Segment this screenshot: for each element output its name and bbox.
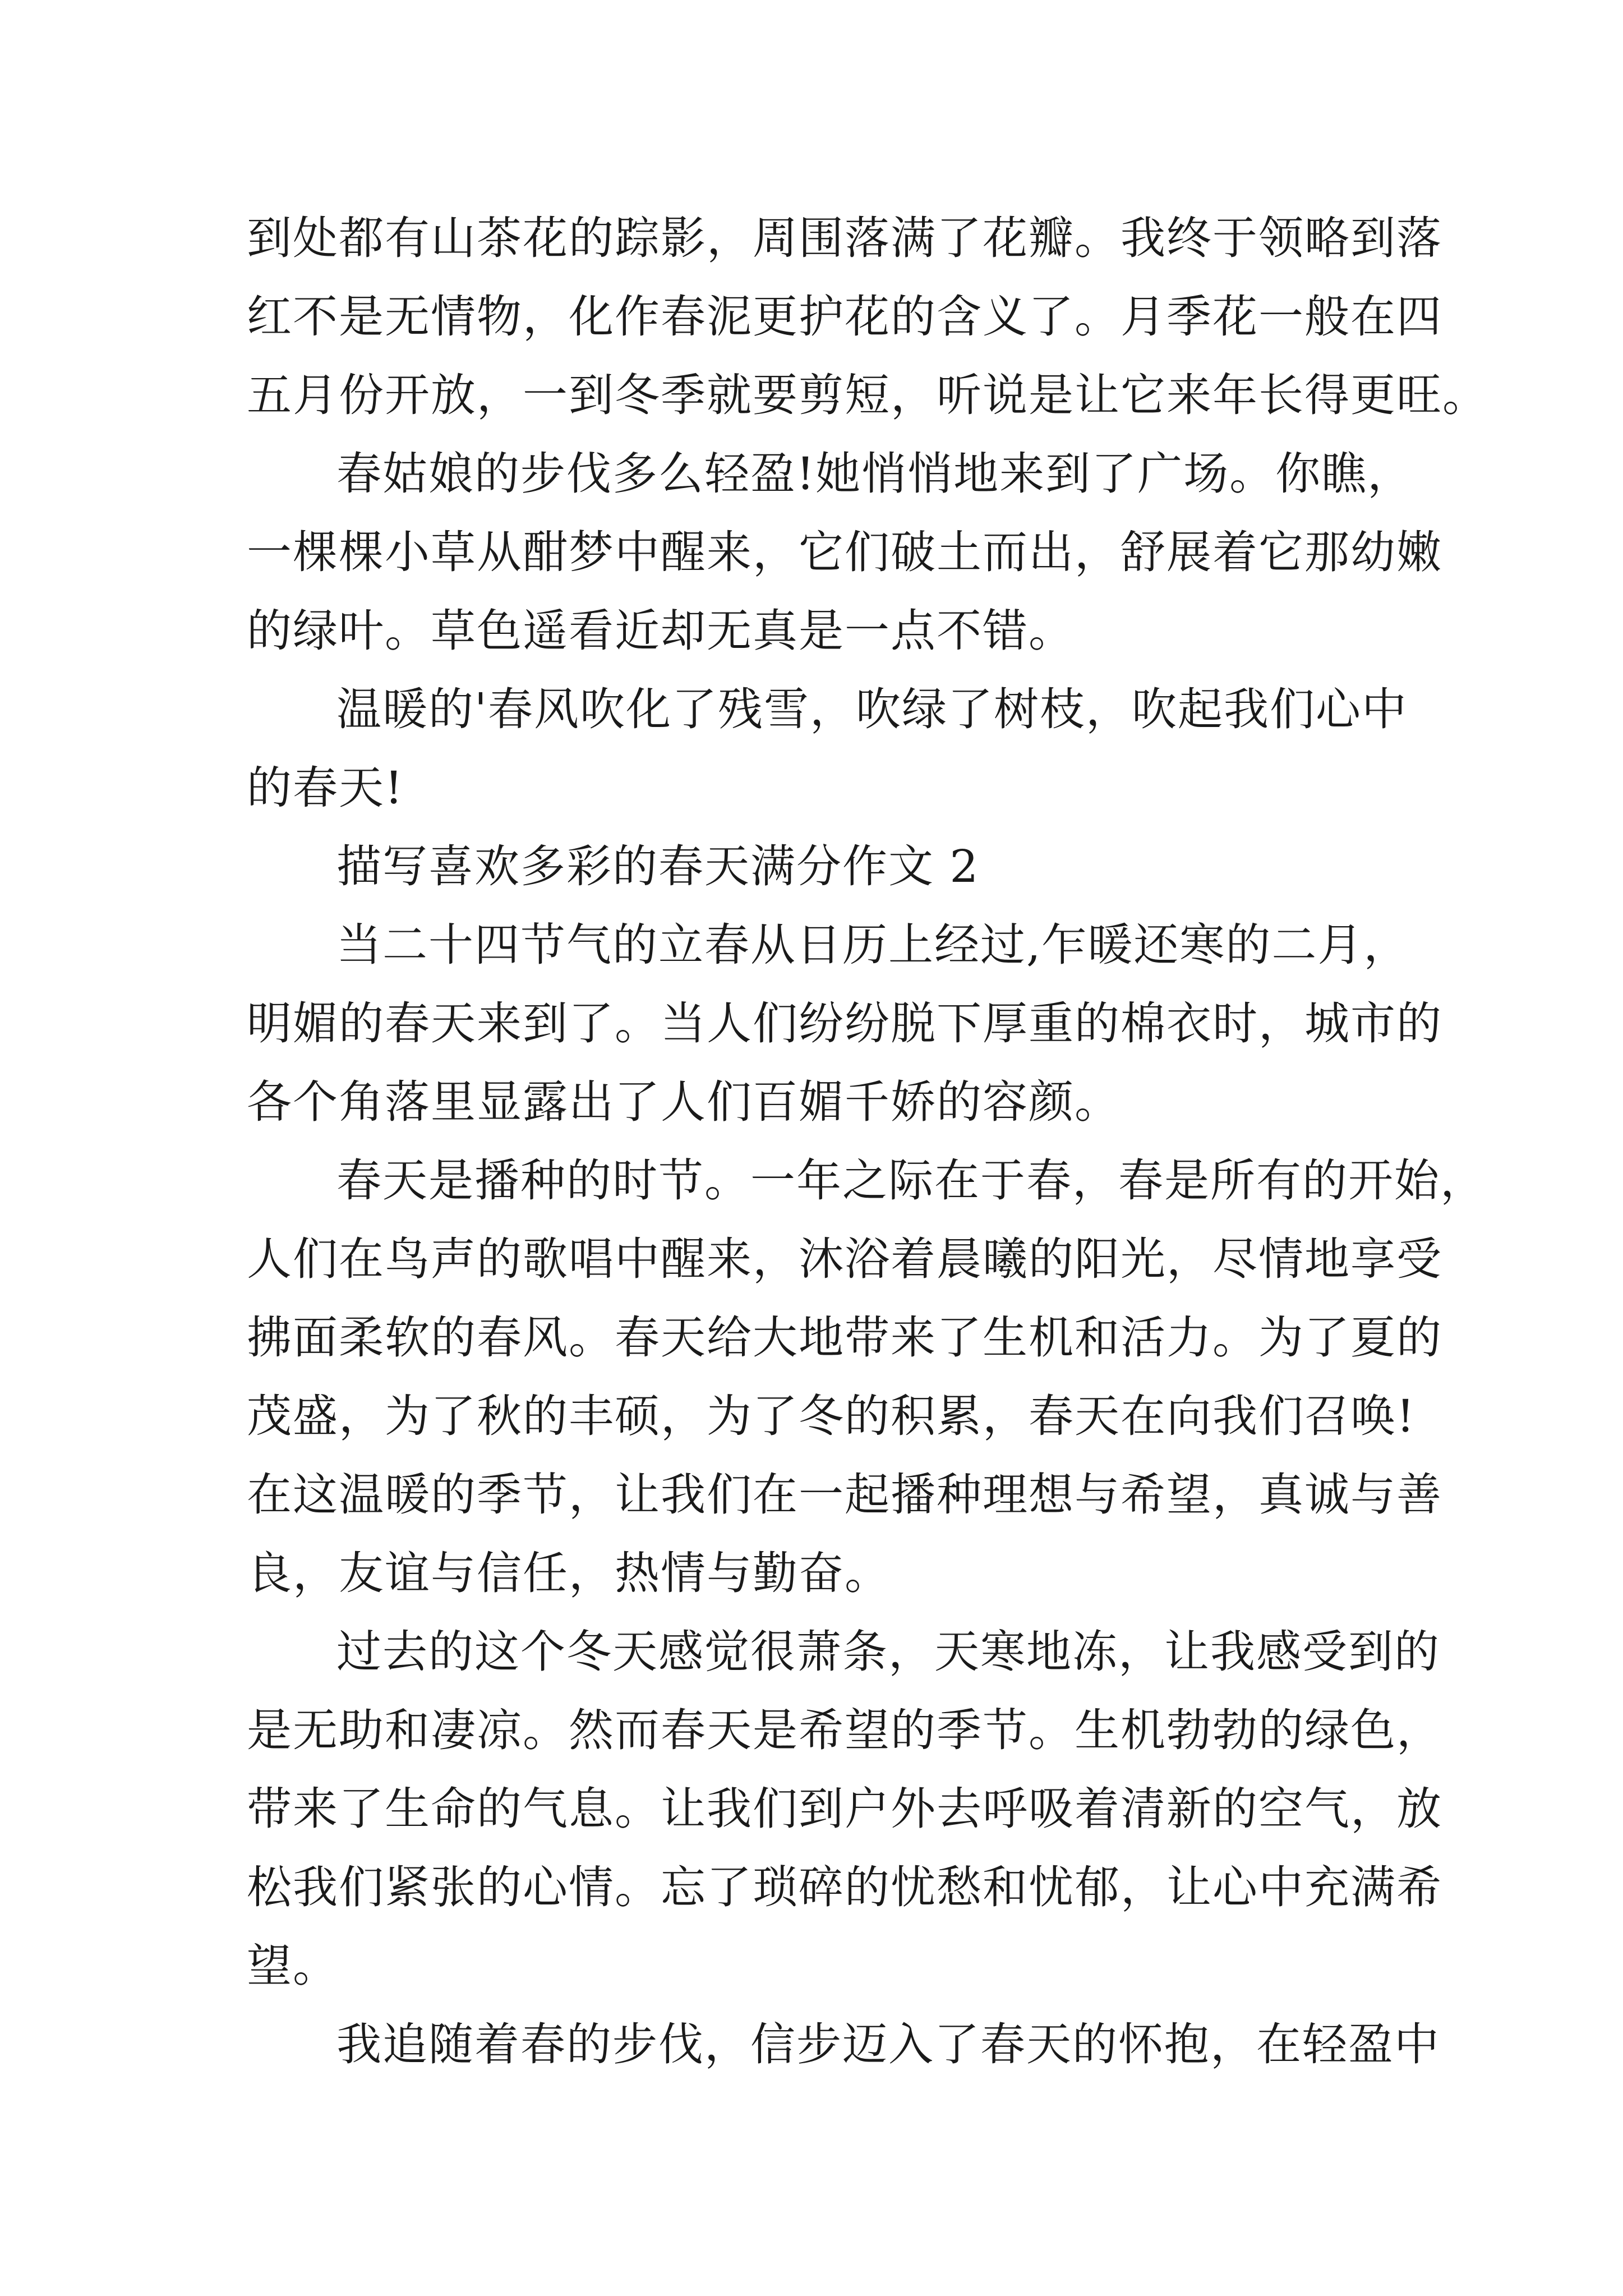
- document-body: [247, 199, 1488, 2084]
- text-line: 是无助和凄凉。然而春天是希望的季节。生机勃勃的绿色，: [247, 1704, 1442, 1756]
- text-line: 红不是无情物，化作春泥更护花的含义了。月季花一般在四: [247, 291, 1442, 343]
- text-line: 的春天!: [247, 762, 404, 814]
- text-line: 明媚的春天来到了。当人们纷纷脱下厚重的棉衣时，城市的: [247, 997, 1442, 1050]
- text-line: 春姑娘的步伐多么轻盈!她悄悄地来到了广场。你瞧，: [336, 448, 1414, 500]
- text-line: 五月份开放，一到冬季就要剪短，听说是让它来年长得更旺。: [247, 369, 1488, 421]
- text-line: 一棵棵小草从酣梦中醒来，它们破土而出，舒展着它那幼嫩: [247, 526, 1442, 578]
- text-line: 过去的这个冬天感觉很萧条，天寒地冻，让我感受到的: [336, 1626, 1440, 1678]
- text-line: 茂盛，为了秋的丰硕，为了冬的积累，春天在向我们召唤!: [247, 1390, 1416, 1442]
- text-line: 在这温暖的季节，让我们在一起播种理想与希望，真诚与善: [247, 1469, 1442, 1521]
- text-line: 我追随着春的步伐，信步迈入了春天的怀抱，在轻盈中: [336, 2018, 1440, 2070]
- text-line: 拂面柔软的春风。春天给大地带来了生机和活力。为了夏的: [247, 1312, 1442, 1364]
- text-line: 带来了生命的气息。让我们到户外去呼吸着清新的空气，放: [247, 1783, 1442, 1835]
- text-line: 春天是播种的时节。一年之际在于春，春是所有的开始，: [336, 1154, 1486, 1207]
- text-line: 的绿叶。草色遥看近却无真是一点不错。: [247, 605, 1075, 657]
- text-line: 良，友谊与信任，热情与勤奋。: [247, 1547, 891, 1599]
- text-line: 当二十四节气的立春从日历上经过,乍暖还寒的二月，: [336, 919, 1410, 971]
- text-line: 人们在鸟声的歌唱中醒来，沐浴着晨曦的阳光，尽情地享受: [247, 1233, 1442, 1285]
- text-line: 到处都有山茶花的踪影，周围落满了花瓣。我终于领略到落: [247, 212, 1442, 264]
- text-line: 望。: [247, 1940, 339, 1992]
- text-line: 各个角落里显露出了人们百媚千娇的容颜。: [247, 1076, 1121, 1128]
- text-line: 松我们紧张的心情。忘了琐碎的忧愁和忧郁，让心中充满希: [247, 1861, 1442, 1913]
- text-line: 温暖的'春风吹化了残雪，吹绿了树枝，吹起我们心中: [336, 683, 1408, 735]
- text-line: 描写喜欢多彩的春天满分作文 2: [336, 840, 980, 892]
